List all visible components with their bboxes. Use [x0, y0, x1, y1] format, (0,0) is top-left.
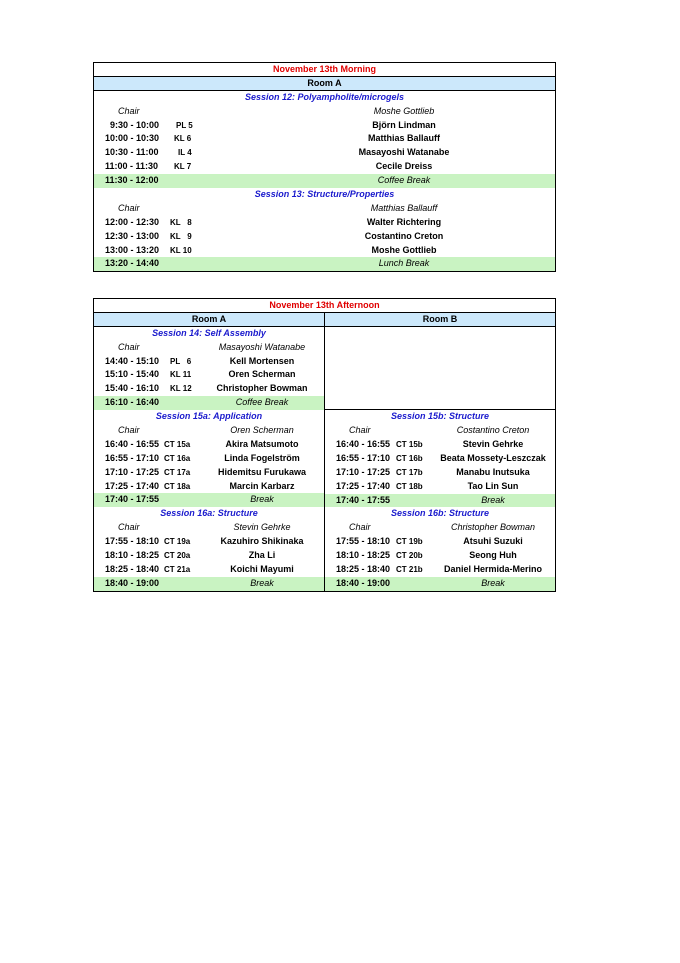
- talk-row: [94, 480, 324, 494]
- chair-label: Chair: [349, 522, 371, 533]
- talk-row: [94, 160, 555, 174]
- talk-code: CT 17b: [396, 467, 423, 477]
- talk-code: PL 6: [170, 356, 192, 366]
- break-row: [94, 396, 324, 410]
- session-12-title: Session 12: Polyampholite/microgels: [244, 91, 405, 102]
- talk-time: 16:55 - 17:10: [105, 452, 160, 463]
- break-label: Coffee Break: [377, 175, 431, 186]
- chair-label: Chair: [118, 341, 140, 352]
- session-15a-title: Session 15a: Application: [155, 411, 263, 422]
- talk-speaker: Masayoshi Watanabe: [358, 147, 450, 158]
- break-time: 17:40 - 17:55: [105, 494, 160, 505]
- chair-row: [94, 202, 555, 216]
- talk-code: CT 15b: [396, 439, 423, 449]
- talk-code: CT 21a: [164, 564, 191, 574]
- talk-time: 12:30 - 13:00: [105, 230, 160, 241]
- talk-row: [94, 535, 324, 549]
- talk-row: [94, 119, 555, 133]
- talk-row: [94, 438, 324, 452]
- talk-speaker: Zha Li: [248, 550, 276, 561]
- talk-time: 16:40 - 16:55: [336, 438, 391, 449]
- session-14-title: Session 14: Self Assembly: [152, 327, 266, 338]
- chair-name: Moshe Gottlieb: [373, 105, 435, 116]
- talk-row: [94, 368, 324, 382]
- break-time: 11:30 - 12:00: [105, 175, 159, 186]
- talk-row: [94, 549, 324, 563]
- break-time: 18:40 - 19:00: [105, 577, 160, 588]
- talk-row: [94, 132, 555, 146]
- chair-name: Stevin Gehrke: [233, 522, 291, 533]
- talk-time: 16:40 - 16:55: [105, 438, 160, 449]
- chair-name: Matthias Ballauff: [370, 202, 438, 213]
- talk-speaker: Costantino Creton: [364, 230, 444, 241]
- talk-code: KL 8: [170, 217, 192, 227]
- room-b-empty-block: [325, 327, 555, 410]
- talk-time: 9:30 - 10:00: [110, 119, 160, 130]
- talk-row: [94, 466, 324, 480]
- talk-speaker: Daniel Hermida-Merino: [443, 563, 543, 574]
- break-label: Break: [481, 577, 505, 588]
- talk-speaker: Marcin Karbarz: [229, 480, 295, 491]
- break-label: Lunch Break: [378, 258, 430, 269]
- chair-label: Chair: [349, 425, 371, 436]
- talk-time: 15:40 - 16:10: [105, 383, 160, 394]
- afternoon-title: November 13th Afternoon: [94, 299, 555, 313]
- talk-speaker: Atsuhi Suzuki: [463, 536, 523, 547]
- talk-code: KL 12: [170, 384, 192, 394]
- talk-code: CT 19b: [396, 537, 423, 547]
- talk-row: [325, 549, 555, 563]
- session-13-title: Session 13: Structure/Properties: [254, 189, 395, 200]
- break-row: [325, 494, 555, 508]
- talk-time: 18:25 - 18:40: [105, 563, 160, 574]
- talk-time: 18:10 - 18:25: [105, 550, 160, 561]
- talk-row: [94, 146, 555, 160]
- talk-row: [325, 480, 555, 494]
- talk-row: [94, 216, 555, 230]
- talk-row: [325, 438, 555, 452]
- morning-room-header: Room A: [94, 77, 555, 91]
- talk-row: [94, 563, 324, 577]
- talk-code: CT 20a: [164, 551, 191, 561]
- talk-speaker: Manabu Inutsuka: [456, 466, 530, 477]
- talk-time: 10:00 - 10:30: [105, 133, 160, 144]
- chair-name: Christopher Bowman: [450, 522, 536, 533]
- talk-time: 17:25 - 17:40: [336, 480, 391, 491]
- talk-speaker: Oren Scherman: [228, 369, 296, 380]
- talk-code: CT 21b: [396, 564, 423, 574]
- talk-speaker: Beata Mossety-Leszczak: [440, 452, 546, 463]
- talk-time: 17:55 - 18:10: [105, 536, 160, 547]
- talk-row: [325, 452, 555, 466]
- talk-code: CT 19a: [164, 537, 191, 547]
- talk-speaker: Christopher Bowman: [216, 383, 308, 394]
- break-row: [94, 493, 324, 507]
- talk-speaker: Koichi Mayumi: [230, 563, 294, 574]
- talk-row: [94, 382, 324, 396]
- talk-speaker: Kell Mortensen: [229, 355, 295, 366]
- chair-label: Chair: [118, 425, 140, 436]
- talk-code: KL 10: [170, 245, 192, 255]
- talk-code: CT 20b: [396, 551, 423, 561]
- break-row: [94, 174, 555, 188]
- talk-code: CT 15a: [164, 439, 191, 449]
- afternoon-columns: [94, 327, 555, 591]
- break-row: [325, 577, 555, 591]
- talk-code: IL 4: [178, 148, 192, 158]
- break-time: 13:20 - 14:40: [105, 258, 160, 269]
- talk-code: CT 18b: [396, 481, 423, 491]
- room-b-header: Room B: [325, 313, 555, 326]
- room-b-column: [325, 327, 555, 591]
- talk-speaker: Akira Matsumoto: [225, 438, 299, 449]
- break-time: 17:40 - 17:55: [336, 494, 391, 505]
- talk-code: CT 17a: [164, 467, 191, 477]
- session-16a-title: Session 16a: Structure: [160, 508, 258, 519]
- talk-row: [94, 230, 555, 244]
- talk-code: KL 7: [174, 162, 192, 172]
- talk-speaker: Seong Huh: [469, 550, 517, 561]
- talk-time: 18:10 - 18:25: [336, 550, 391, 561]
- talk-row: [94, 244, 555, 258]
- talk-code: KL 9: [170, 231, 192, 241]
- chair-row: [94, 341, 324, 355]
- talk-row: [325, 563, 555, 577]
- talk-speaker: Matthias Ballauff: [367, 133, 440, 144]
- talk-speaker: Linda Fogelström: [224, 452, 300, 463]
- talk-code: KL 6: [174, 134, 192, 144]
- talk-time: 15:10 - 15:40: [105, 369, 160, 380]
- room-a-column: [94, 327, 325, 591]
- chair-name: Oren Scherman: [230, 425, 294, 436]
- morning-title: November 13th Morning: [94, 63, 555, 77]
- talk-row: [94, 355, 324, 369]
- talk-speaker: Moshe Gottlieb: [371, 244, 437, 255]
- talk-time: 13:00 - 13:20: [105, 244, 160, 255]
- talk-time: 14:40 - 15:10: [105, 355, 160, 366]
- talk-time: 17:25 - 17:40: [105, 480, 160, 491]
- chair-name: Costantino Creton: [456, 425, 530, 436]
- chair-row: [325, 521, 555, 535]
- talk-row: [94, 452, 324, 466]
- chair-label: Chair: [118, 522, 140, 533]
- room-header-row: [94, 313, 555, 327]
- talk-code: CT 18a: [164, 481, 191, 491]
- talk-time: 18:25 - 18:40: [336, 563, 391, 574]
- chair-row: [94, 521, 324, 535]
- talk-speaker: Cecile Dreiss: [375, 161, 433, 172]
- chair-label: Chair: [118, 105, 140, 116]
- room-a-header: Room A: [94, 313, 325, 326]
- talk-time: 12:00 - 12:30: [105, 216, 160, 227]
- talk-code: KL 11: [170, 370, 192, 380]
- talk-time: 11:00 - 11:30: [105, 161, 159, 172]
- morning-schedule-table: [93, 62, 556, 272]
- talk-time: 17:10 - 17:25: [105, 466, 160, 477]
- break-label: Break: [250, 494, 274, 505]
- talk-time: 17:55 - 18:10: [336, 536, 391, 547]
- talk-speaker: Björn Lindman: [372, 119, 436, 130]
- break-row: [94, 257, 555, 271]
- talk-speaker: Hidemitsu Furukawa: [217, 466, 307, 477]
- afternoon-schedule-table: [93, 298, 556, 592]
- talk-speaker: Walter Richtering: [366, 216, 442, 227]
- break-label: Break: [481, 494, 505, 505]
- talk-speaker: Kazuhiro Shikinaka: [220, 536, 304, 547]
- talk-speaker: Tao Lin Sun: [467, 480, 519, 491]
- talk-row: [325, 466, 555, 480]
- break-row: [94, 577, 324, 591]
- break-time: 18:40 - 19:00: [336, 577, 391, 588]
- talk-row: [325, 535, 555, 549]
- chair-row: [94, 105, 555, 119]
- chair-label: Chair: [118, 202, 140, 213]
- talk-time: 17:10 - 17:25: [336, 466, 391, 477]
- chair-name: Masayoshi Watanabe: [218, 341, 306, 352]
- session-16b-title: Session 16b: Structure: [390, 508, 490, 519]
- talk-code: CT 16b: [396, 453, 423, 463]
- talk-speaker: Stevin Gehrke: [462, 438, 524, 449]
- chair-row: [325, 424, 555, 438]
- talk-code: PL 5: [176, 120, 193, 130]
- chair-row: [94, 424, 324, 438]
- talk-time: 16:55 - 17:10: [336, 452, 391, 463]
- break-time: 16:10 - 16:40: [105, 397, 160, 408]
- talk-code: CT 16a: [164, 453, 191, 463]
- talk-time: 10:30 - 11:00: [105, 147, 159, 158]
- break-label: Coffee Break: [235, 397, 289, 408]
- session-15b-title: Session 15b: Structure: [390, 411, 490, 422]
- break-label: Break: [250, 577, 274, 588]
